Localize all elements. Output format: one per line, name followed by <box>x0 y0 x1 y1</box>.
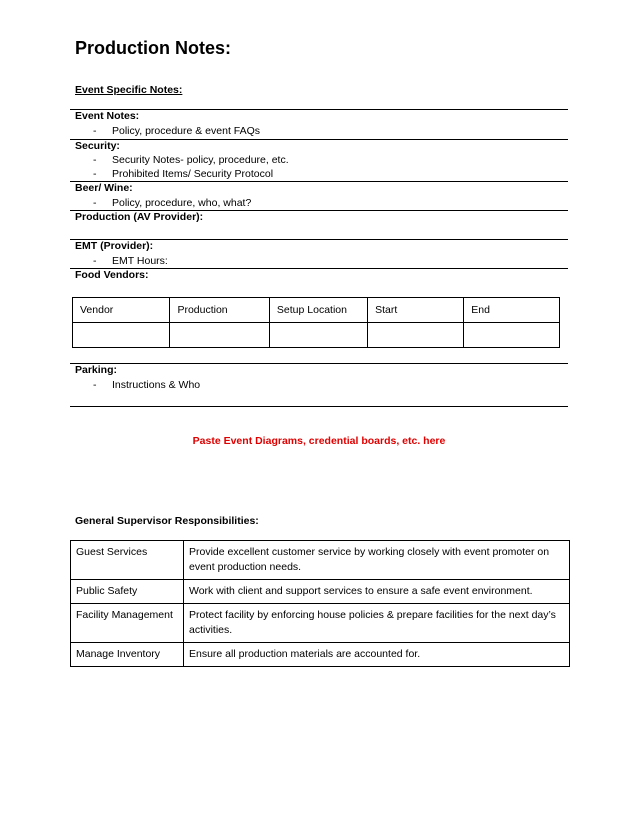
table-header-cell: Vendor <box>73 298 170 323</box>
table-row <box>71 541 570 580</box>
bullet-item: - EMT Hours: <box>93 255 168 267</box>
table-row <box>71 643 570 667</box>
divider <box>70 139 568 140</box>
table-cell[interactable] <box>269 323 367 348</box>
table-header-cell: Start <box>368 298 464 323</box>
table-row <box>71 604 570 643</box>
table-header-cell: Production <box>170 298 269 323</box>
role-cell: Manage Inventory <box>71 643 184 667</box>
table-row <box>71 580 570 604</box>
table-cell[interactable] <box>464 323 560 348</box>
event-notes-label: Event Notes: <box>75 110 140 122</box>
paste-diagrams-note: Paste Event Diagrams, credential boards, etc. here <box>192 435 446 447</box>
divider <box>70 363 568 364</box>
food-vendors-label: Food Vendors: <box>75 269 149 281</box>
bullet-item: - Policy, procedure & event FAQs <box>93 125 261 137</box>
description-cell: Work with client and support services to ensure a safe event environment. <box>184 580 570 604</box>
role-cell: Guest Services <box>71 541 184 580</box>
table-header-cell: End <box>464 298 560 323</box>
bullet-item: - Instructions & Who <box>93 379 201 391</box>
role-cell: Public Safety <box>71 580 184 604</box>
supervisor-table <box>70 540 570 667</box>
table-cell[interactable] <box>368 323 464 348</box>
bullet-item: - Prohibited Items/ Security Protocol <box>93 168 274 180</box>
bullet-item: - Security Notes- policy, procedure, etc. <box>93 154 289 166</box>
beer-wine-label: Beer/ Wine: <box>75 182 133 194</box>
table-cell[interactable] <box>73 323 170 348</box>
bullet-item: - Policy, procedure, who, what? <box>93 197 252 209</box>
table-header-cell: Setup Location <box>269 298 367 323</box>
page-title: Production Notes: <box>75 38 231 58</box>
role-cell: Facility Management <box>71 604 184 643</box>
vendor-table <box>72 297 560 348</box>
emt-label: EMT (Provider): <box>75 240 154 252</box>
divider <box>70 181 568 182</box>
description-cell: Protect facility by enforcing house policies & prepare facilities for the next day’s activities. <box>184 604 570 643</box>
divider <box>70 109 568 110</box>
table-cell[interactable] <box>170 323 269 348</box>
parking-label: Parking: <box>75 364 118 376</box>
description-cell: Provide excellent customer service by working closely with event promoter on event production needs. <box>184 541 570 580</box>
table-row <box>73 298 560 323</box>
security-label: Security: <box>75 140 120 152</box>
supervisor-heading: General Supervisor Responsibilities: <box>75 515 259 527</box>
divider <box>70 406 568 407</box>
production-label: Production (AV Provider): <box>75 211 204 223</box>
table-row <box>73 323 560 348</box>
event-specific-heading: Event Specific Notes: <box>75 84 183 96</box>
description-cell: Ensure all production materials are accounted for. <box>184 643 570 667</box>
